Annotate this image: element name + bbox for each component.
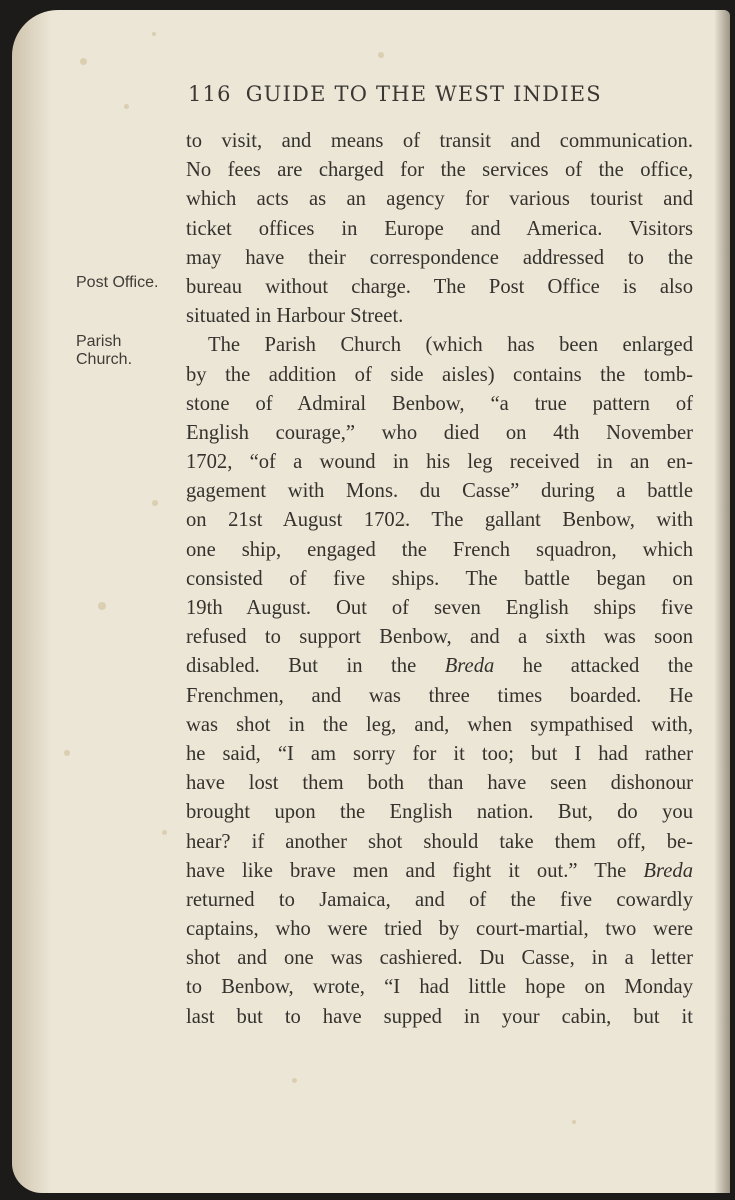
text-line: refused to support Benbow, and a sixth was soon xyxy=(186,626,693,649)
text-line: captains, who were tried by court-martial, two were xyxy=(186,918,693,941)
margin-note-line: Parish xyxy=(76,333,122,350)
text-line: situated in Harbour Street. xyxy=(186,305,404,328)
foxing-spot xyxy=(152,32,156,36)
margin-note-line: Church. xyxy=(76,351,133,368)
foxing-spot xyxy=(124,104,129,109)
text-line: Frenchmen, and was three times boarded. He xyxy=(186,684,693,707)
foxing-spot xyxy=(162,830,167,835)
text-line: ticket offices in Europe and America. Visitors xyxy=(186,217,693,240)
text-line: to Benbow, wrote, “I had little hope on Monday xyxy=(186,976,693,999)
text-line: consisted of five ships. The battle began on xyxy=(186,567,693,590)
page-number: 116 xyxy=(188,82,232,106)
margin-note-line: Post Office. xyxy=(76,274,159,291)
text-line: he said, “I am sorry for it too; but I had rather xyxy=(186,742,693,765)
text-line: hear? if another shot should take them off, be- xyxy=(186,830,693,853)
text-line: bureau without charge. The Post Office is also xyxy=(186,275,693,298)
text-line: disabled. But in the Breda he attacked the xyxy=(186,655,693,678)
text-line: gagement with Mons. du Casse” during a battle xyxy=(186,480,693,503)
running-title: GUIDE TO THE WEST INDIES xyxy=(245,82,602,106)
text-line: may have their correspondence addressed to the xyxy=(186,246,693,269)
margin-note-post-office xyxy=(76,274,186,292)
foxing-spot xyxy=(64,750,70,756)
ship-name-italic: Breda xyxy=(643,859,693,882)
text-line: which acts as an agency for various tourist and xyxy=(186,188,693,211)
foxing-spot xyxy=(378,52,384,58)
text-line: English courage,” who died on 4th November xyxy=(186,421,693,444)
body-text xyxy=(186,127,693,1032)
text-line: have like brave men and fight it out.” The Breda xyxy=(186,859,693,882)
foxing-spot xyxy=(292,1078,297,1083)
text-line: on 21st August 1702. The gallant Benbow, with xyxy=(186,509,693,532)
foxing-spot xyxy=(572,1120,576,1124)
text-line: 19th August. Out of seven English ships five xyxy=(186,597,693,619)
text-line: was shot in the leg, and, when sympathised with, xyxy=(186,713,693,736)
text-line: last but to have supped in your cabin, but it xyxy=(186,1005,693,1028)
text-line: to visit, and means of transit and communication. xyxy=(186,130,693,152)
text-line: 1702, “of a wound in his leg received in an en- xyxy=(186,451,693,474)
text-line: No fees are charged for the services of the office, xyxy=(186,159,693,182)
text-line: one ship, engaged the French squadron, which xyxy=(186,538,693,561)
text-line: by the addition of side aisles) contains the tomb- xyxy=(186,363,693,386)
foxing-spot xyxy=(152,500,158,506)
text-line: The Parish Church (which has been enlarged xyxy=(208,334,693,357)
margin-note-parish-church xyxy=(76,333,186,369)
foxing-spot xyxy=(98,602,106,610)
ship-name-italic: Breda xyxy=(444,655,495,678)
text-line: stone of Admiral Benbow, “a true pattern of xyxy=(186,392,693,415)
text-line: returned to Jamaica, and of the five cowardly xyxy=(186,888,693,911)
text-line: brought upon the English nation. But, do you xyxy=(186,801,693,824)
text-line: shot and one was cashiered. Du Casse, in a letter xyxy=(186,947,693,970)
text-line: have lost them both than have seen dishonour xyxy=(186,772,693,795)
foxing-spot xyxy=(80,58,87,65)
running-header xyxy=(188,82,698,112)
book-page xyxy=(12,10,730,1193)
